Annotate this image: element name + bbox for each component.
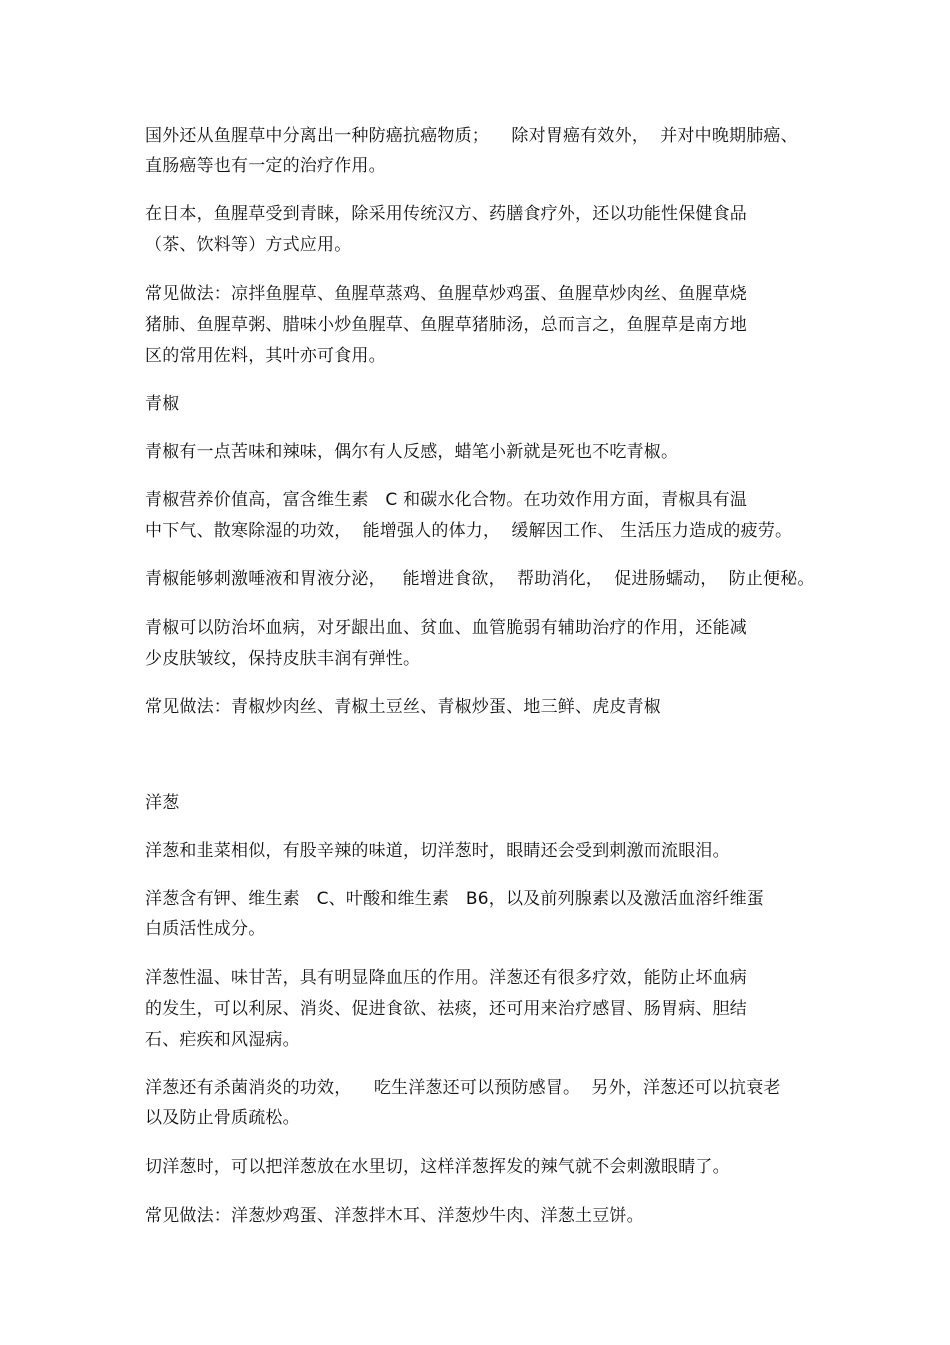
paragraph-line: 青椒营养价值高，富含维生素 C 和碳水化合物。在功效作用方面，青椒具有温 — [145, 490, 748, 510]
paragraph-line: 洋葱含有钾、维生素 C、叶酸和维生素 B6，以及前列腺素以及激活血溶纤维蛋 — [145, 889, 764, 909]
section-heading-onion: 洋葱 — [145, 793, 180, 813]
paragraph-line: 直肠癌等也有一定的治疗作用。 — [145, 156, 386, 176]
paragraph-line: 国外还从鱼腥草中分离出一种防癌抗癌物质； 除对胃癌有效外， 并对中晚期肺癌、 — [145, 126, 798, 146]
paragraph-line: 石、疟疾和风湿病。 — [145, 1030, 300, 1050]
section-heading-green-pepper: 青椒 — [145, 394, 180, 414]
paragraph-line: 常见做法：青椒炒肉丝、青椒土豆丝、青椒炒蛋、地三鲜、虎皮青椒 — [145, 697, 661, 717]
paragraph-line: 洋葱性温、味甘苦，具有明显降血压的作用。洋葱还有很多疗效，能防止坏血病 — [145, 968, 747, 988]
paragraph-line: 青椒有一点苦味和辣味，偶尔有人反感，蜡笔小新就是死也不吃青椒。 — [145, 442, 679, 462]
paragraph-line: 洋葱还有杀菌消炎的功效， 吃生洋葱还可以预防感冒。 另外，洋葱还可以抗衰老 — [145, 1078, 781, 1098]
paragraph-line: 常见做法：凉拌鱼腥草、鱼腥草蒸鸡、鱼腥草炒鸡蛋、鱼腥草炒肉丝、鱼腥草烧 — [145, 284, 747, 304]
paragraph-line: 洋葱和韭菜相似，有股辛辣的味道，切洋葱时，眼睛还会受到刺激而流眼泪。 — [145, 841, 730, 861]
paragraph-line: 在日本，鱼腥草受到青睐，除采用传统汉方、药膳食疗外，还以功能性保健食品 — [145, 204, 747, 224]
paragraph-line: 中下气、散寒除湿的功效， 能增强人的体力， 缓解因工作、 生活压力造成的疲劳。 — [145, 521, 793, 541]
paragraph-line: 猪肺、鱼腥草粥、腊味小炒鱼腥草、鱼腥草猪肺汤，总而言之，鱼腥草是南方地 — [145, 315, 747, 335]
paragraph-line: 青椒可以防治坏血病，对牙龈出血、贫血、血管脆弱有辅助治疗的作用，还能减 — [145, 618, 747, 638]
paragraph-line: 切洋葱时，可以把洋葱放在水里切，这样洋葱挥发的辣气就不会刺激眼睛了。 — [145, 1157, 730, 1177]
paragraph-line: 青椒能够刺激唾液和胃液分泌， 能增进食欲， 帮助消化， 促进肠蠕动， 防止便秘。 — [145, 569, 815, 589]
paragraph-line: 以及防止骨质疏松。 — [145, 1108, 300, 1128]
paragraph-line: （茶、饮料等）方式应用。 — [145, 235, 352, 255]
paragraph-line: 少皮肤皱纹，保持皮肤丰润有弹性。 — [145, 649, 421, 669]
paragraph-line: 的发生，可以利尿、消炎、促进食欲、祛痰，还可用来治疗感冒、肠胃病、胆结 — [145, 999, 747, 1019]
paragraph-line: 常见做法：洋葱炒鸡蛋、洋葱拌木耳、洋葱炒牛肉、洋葱土豆饼。 — [145, 1206, 644, 1226]
paragraph-line: 区的常用佐料，其叶亦可食用。 — [145, 346, 386, 366]
paragraph-line: 白质活性成分。 — [145, 919, 266, 939]
